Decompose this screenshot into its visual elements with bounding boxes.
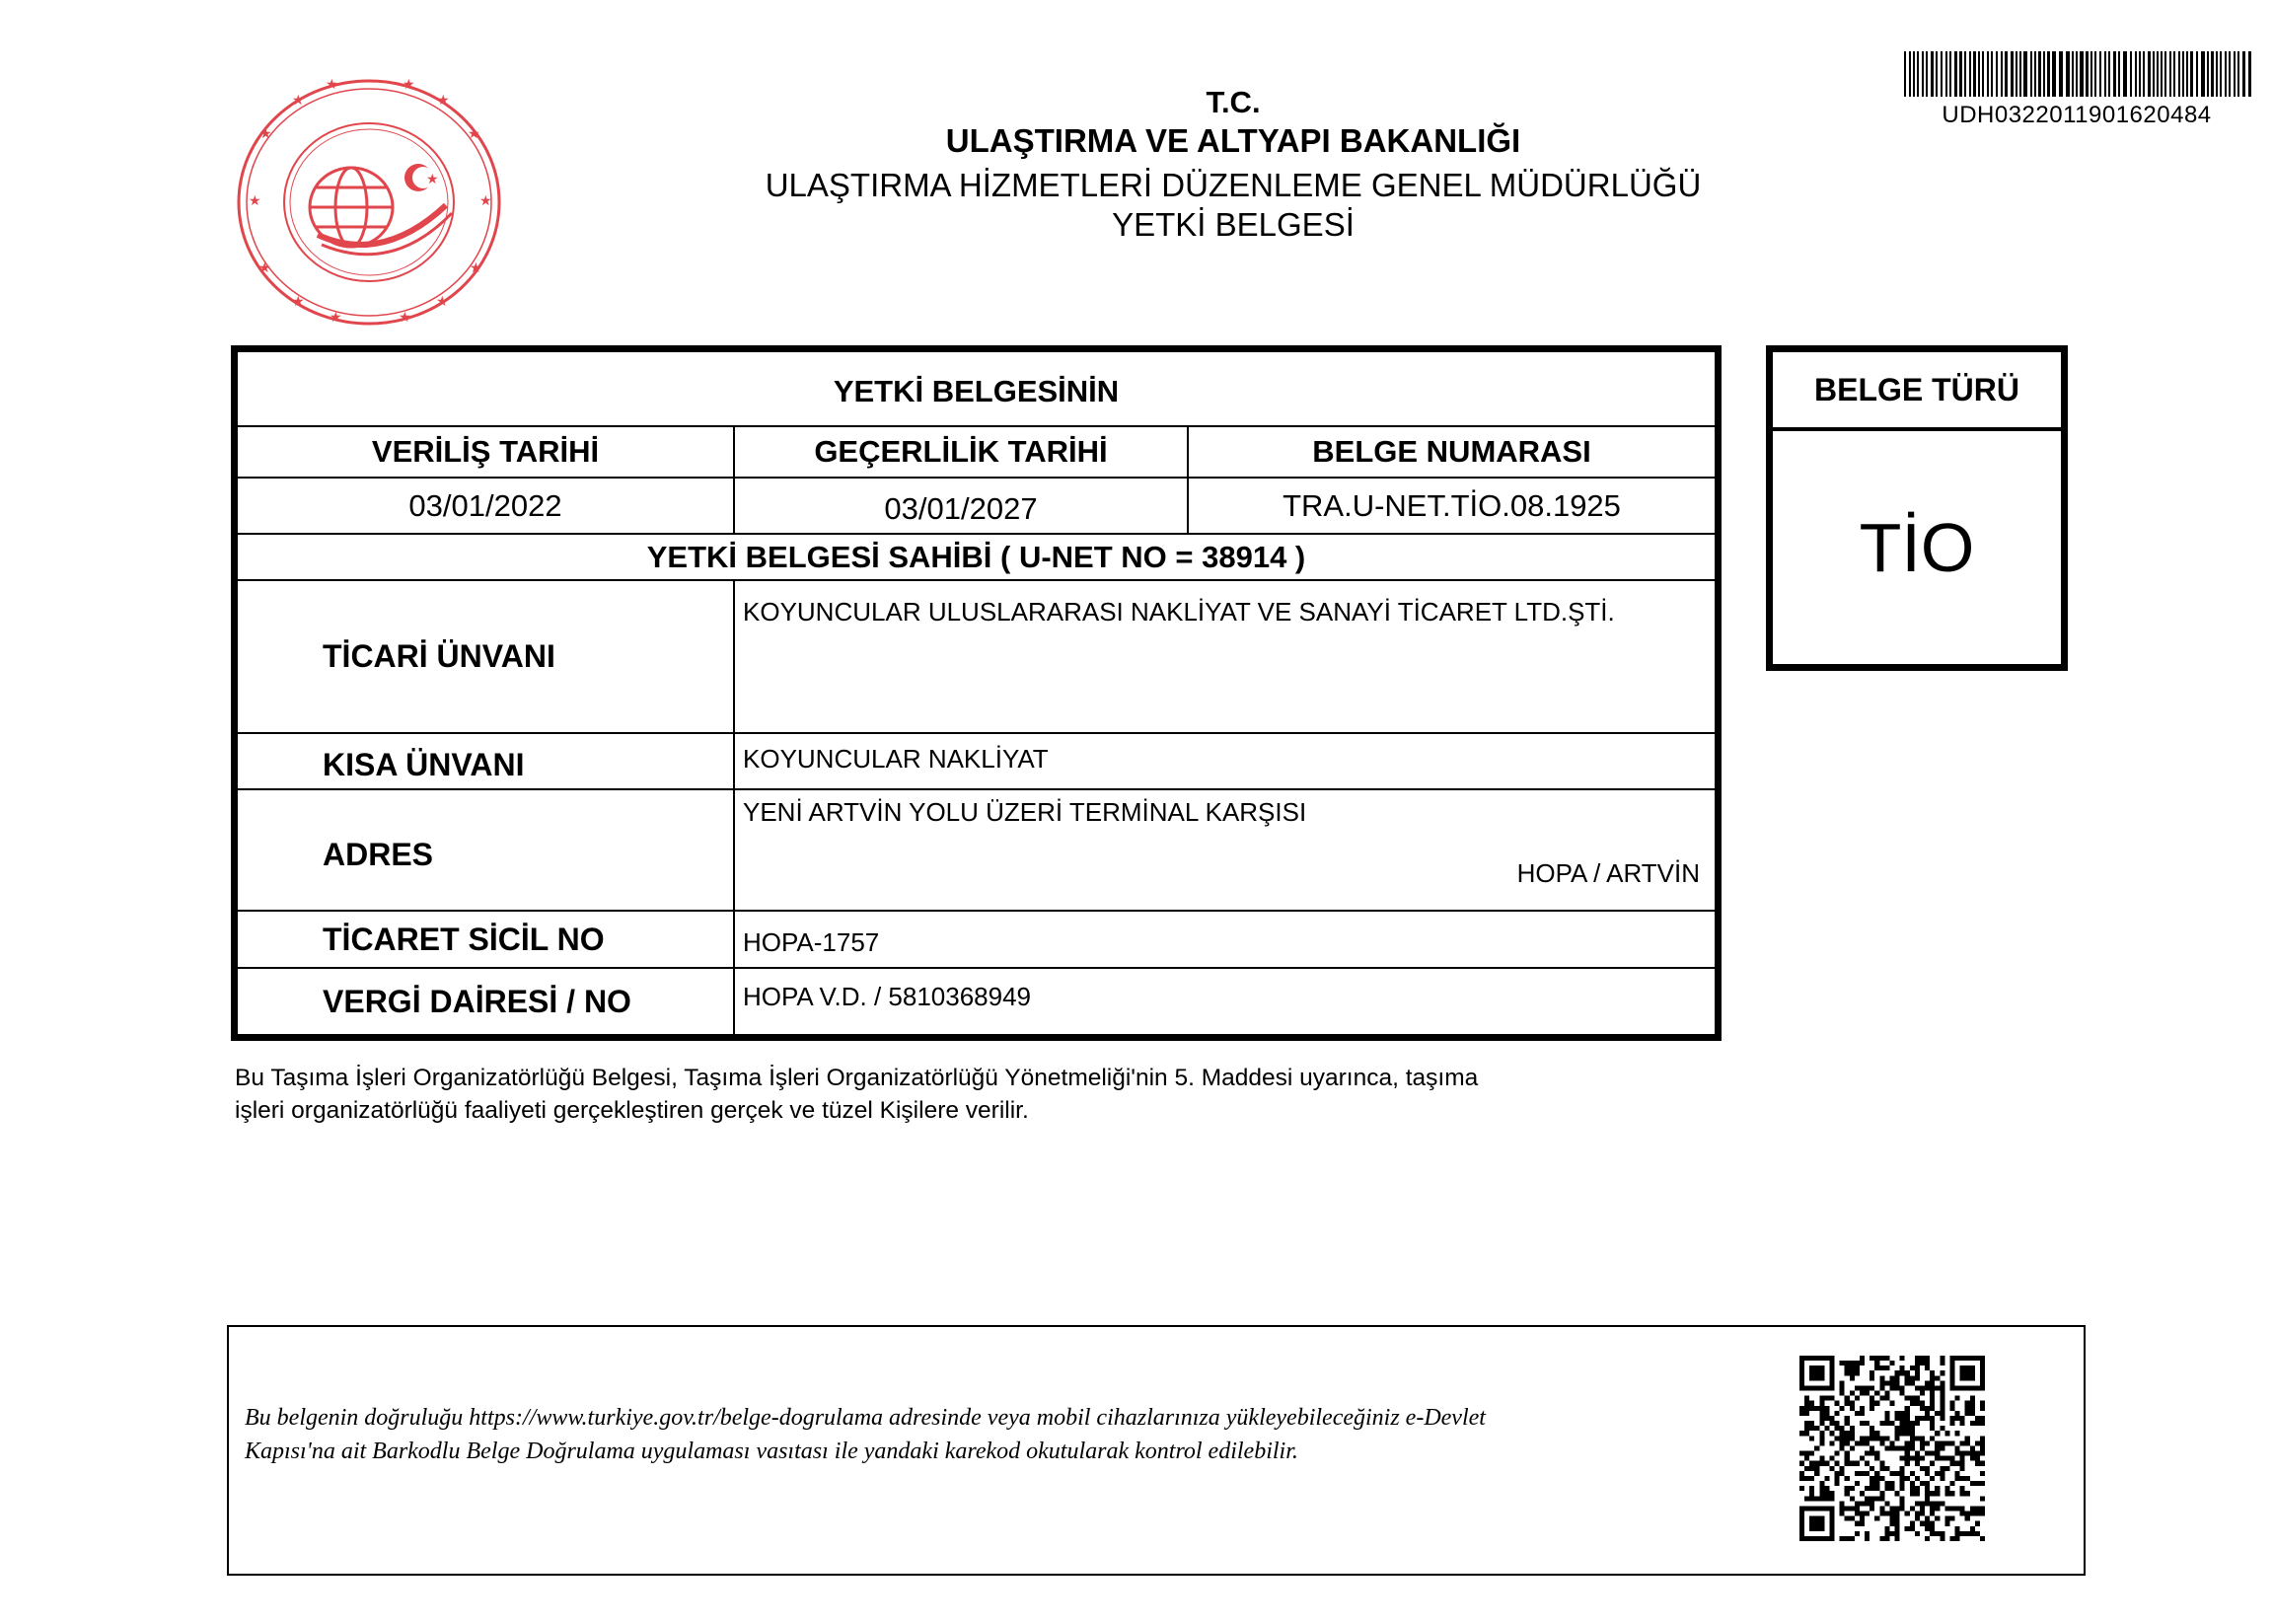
column-issue-date: VERİLİŞ TARİHİ xyxy=(371,434,600,469)
column-validity-date: GEÇERLİLİK TARİHİ xyxy=(814,434,1108,469)
barcode-icon xyxy=(1904,51,2251,97)
svg-text:★: ★ xyxy=(292,293,305,309)
address-line2: HOPA / ARTVİN xyxy=(1516,857,1700,888)
svg-text:★: ★ xyxy=(426,171,439,186)
document-title: YETKİ BELGESİ xyxy=(1112,206,1355,243)
svg-text:★: ★ xyxy=(249,192,261,208)
ministry-seal-icon xyxy=(235,77,503,328)
verification-text xyxy=(245,1401,1784,1468)
trade-name-label: TİCARİ ÜNVANI xyxy=(323,638,555,674)
legal-note xyxy=(235,1062,1734,1127)
address-line1: YENİ ARTVİN YOLU ÜZERİ TERMİNAL KARŞISI xyxy=(743,796,1307,827)
registry-value: HOPA-1757 xyxy=(743,926,880,957)
holder-title: YETKİ BELGESİ SAHİBİ ( U-NET NO = 38914 ) xyxy=(646,539,1306,574)
svg-text:★: ★ xyxy=(470,259,482,275)
svg-text:★: ★ xyxy=(437,92,450,108)
section-title: YETKİ BELGESİNİN xyxy=(833,374,1120,408)
barcode-number: UDH0322011901620484 xyxy=(1942,102,2212,128)
qr-code-icon[interactable] xyxy=(1799,1356,1985,1541)
document-number-value: TRA.U-NET.TİO.08.1925 xyxy=(1283,487,1621,523)
svg-text:★: ★ xyxy=(468,125,480,141)
ministry-name: ULAŞTIRMA VE ALTYAPI BAKANLIĞI xyxy=(945,122,1521,159)
tax-label: VERGİ DAİRESİ / NO xyxy=(323,983,631,1019)
legal-note-line2: işleri organizatörlüğü faaliyeti gerçekleştiren gerçek ve tüzel Kişilere verilir. xyxy=(235,1097,1029,1124)
legal-note-line1: Bu Taşıma İşleri Organizatörlüğü Belgesi, Taşıma İşleri Organizatörlüğü Yönetmeliği'nin 5. Maddesi uyarınca, taşıma xyxy=(235,1065,1479,1091)
document-type-box xyxy=(1766,345,2068,671)
svg-text:★: ★ xyxy=(436,293,449,309)
issue-date-value: 03/01/2022 xyxy=(408,487,562,523)
short-name-value: KOYUNCULAR NAKLİYAT xyxy=(743,743,1049,774)
svg-text:★: ★ xyxy=(399,309,411,325)
short-name-label: KISA ÜNVANI xyxy=(323,747,525,782)
document-type-label: BELGE TÜRÜ xyxy=(1814,371,2019,407)
verification-line1: Bu belgenin doğruluğu https://www.turkiye.gov.tr/belge-dogrulama adresinde veya mobil cihazlarınıza yükleyebileceğiniz e-Devlet xyxy=(245,1405,1486,1431)
certificate-table xyxy=(231,345,1722,1041)
trade-name-value: KOYUNCULAR ULUSLARARASI NAKLİYAT VE SANAYİ TİCARET LTD.ŞTİ. xyxy=(743,597,1615,627)
svg-text:★: ★ xyxy=(258,259,271,275)
svg-text:★: ★ xyxy=(292,92,305,108)
svg-text:★: ★ xyxy=(479,192,492,208)
header-tc: T.C. xyxy=(1206,85,1261,119)
svg-text:★: ★ xyxy=(403,77,415,92)
svg-text:★: ★ xyxy=(330,309,342,325)
directorate-name: ULAŞTIRMA HİZMETLERİ DÜZENLEME GENEL MÜDÜRLÜĞÜ xyxy=(765,167,1702,203)
verification-line2: Kapısı'na ait Barkodlu Belge Doğrulama uygulaması vasıtası ile yandaki karekod okutularak kontrol edilebilir. xyxy=(245,1439,1298,1464)
address-label: ADRES xyxy=(323,837,434,872)
tax-value: HOPA V.D. / 5810368949 xyxy=(743,981,1031,1011)
svg-text:★: ★ xyxy=(259,125,272,141)
svg-text:★: ★ xyxy=(326,77,338,92)
validity-date-value: 03/01/2027 xyxy=(884,490,1038,526)
document-type-value: TİO xyxy=(1859,509,1975,586)
registry-label: TİCARET SİCİL NO xyxy=(323,921,605,957)
column-document-number: BELGE NUMARASI xyxy=(1312,434,1591,469)
